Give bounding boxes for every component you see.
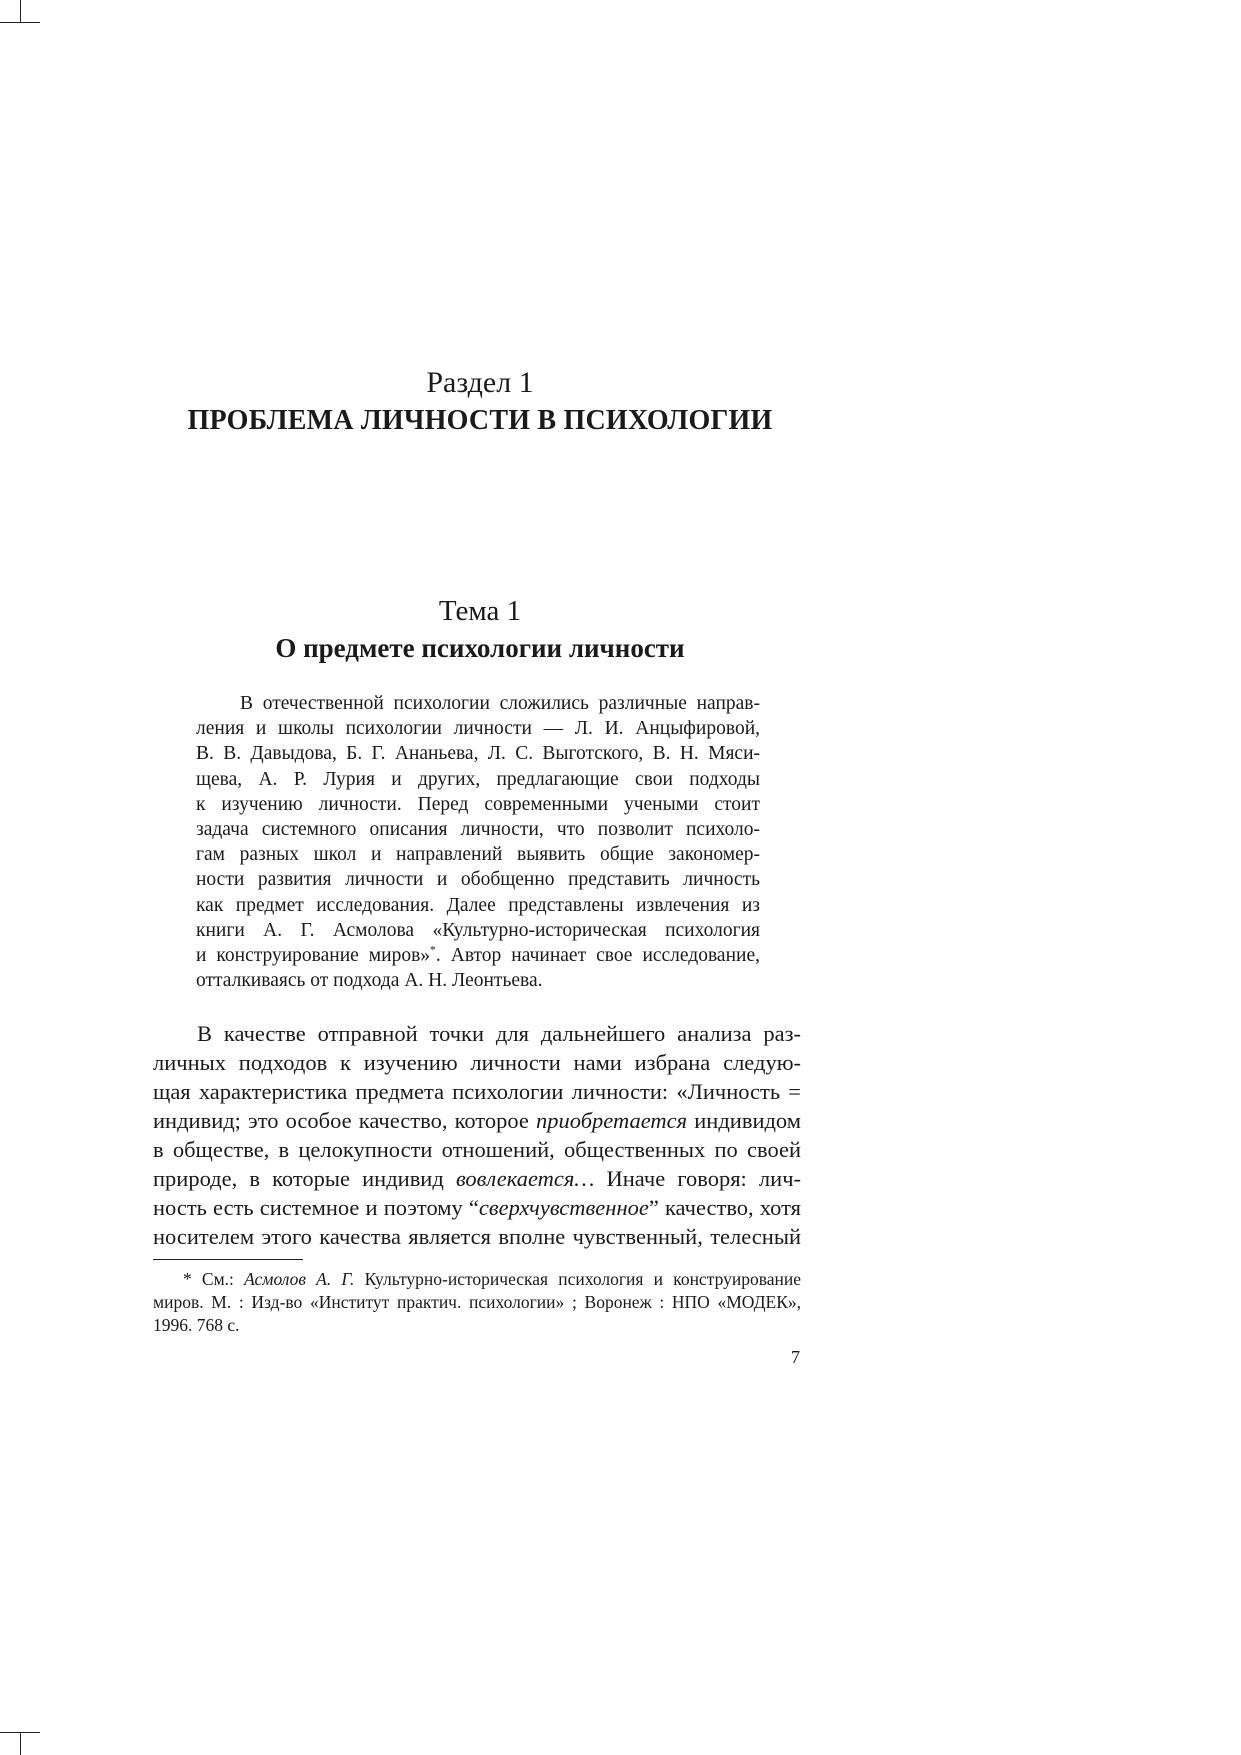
body-line [153,1106,801,1135]
intro-line: книги А. Г. Асмолова «Культурно-историческая психология [196,919,760,941]
footnote-author: Асмолов А. Г. [244,1269,355,1289]
footnote-prefix: * См.: [183,1269,245,1289]
body-emphasis: сверхчувственное [478,1195,649,1220]
crop-mark-top [20,0,21,22]
body-text: ность есть системное и поэтому “ [153,1195,479,1220]
body-text: индивид; это особое качество, которое [153,1108,536,1133]
theme-label: Тема 1 [438,595,522,627]
intro-line: ления и школы психологии личности — Л. И. Анцыфировой, [196,718,760,740]
footnote-line: 1996. 768 с. [153,1315,240,1335]
body-line: в обществе, в целокупности отношений, общественных по своей [153,1137,801,1162]
section-title: ПРОБЛЕМА ЛИЧНОСТИ В ПСИХОЛОГИИ [187,405,773,436]
intro-line: задача системного описания личности, что позволит психоло- [196,818,760,840]
intro-line: отталкиваясь от подхода А. Н. Леонтьева. [196,970,543,992]
body-text: индивидом [687,1108,801,1133]
footnote-text: Культурно-историческая психология и конструирование [354,1269,801,1289]
body-emphasis: приобретается [536,1108,688,1133]
intro-line: гам разных школ и направлений выявить общие закономер- [196,844,760,866]
body-text: Иначе говоря: лич- [594,1166,802,1191]
body-line: В качестве отправной точки для дальнейшего анализа раз- [197,1021,801,1046]
crop-mark-bottom-horizontal [0,1732,40,1733]
body-line [153,1193,801,1222]
footnote-divider [153,1259,303,1260]
intro-paragraph [196,691,760,993]
footnote-line: миров. М. : Изд-во «Институт практич. психологии» ; Воронеж : НПО «МОДЕК», [153,1292,801,1312]
body-text: природе, в которые индивид [153,1166,456,1191]
intro-line: щева, А. Р. Лурия и других, предлагающие свои подходы [196,768,760,790]
intro-text: и конструирование миров» [196,944,431,966]
body-emphasis: вовлекается… [455,1166,595,1191]
footnote [153,1268,801,1337]
intro-line: ности развития личности и обобщенно представить личность [196,869,760,891]
intro-line: к изучению личности. Перед современными учеными стоит [196,793,760,815]
theme-title: О предмете психологии личности [275,633,685,663]
body-line [153,1164,801,1193]
body-line: личных подходов к изучению личности нами избрана следую- [153,1050,801,1075]
intro-line [196,943,760,968]
footnote-line [153,1268,801,1291]
crop-mark-bottom [20,1733,21,1755]
page-number: 7 [791,1347,800,1367]
intro-line: В отечественной психологии сложились различные направ- [240,693,760,714]
body-text: ” качество, хотя [648,1195,802,1220]
body-line: щая характеристика предмета психологии личности: «Личность = [153,1079,801,1104]
intro-text: . Автор начинает свое исследование, [435,944,760,966]
body-paragraph [153,1019,801,1251]
intro-line: В. В. Давыдова, Б. Г. Ананьева, Л. С. Выготского, В. Н. Мяси- [196,743,760,765]
footnote-marker: * [430,943,436,957]
section-label: Раздел 1 [426,366,534,399]
body-line: носителем этого качества является вполне чувственный, телесный [153,1224,801,1249]
crop-mark-top-horizontal [0,22,40,23]
intro-line: как предмет исследования. Далее представлены извлечения из [196,894,760,916]
